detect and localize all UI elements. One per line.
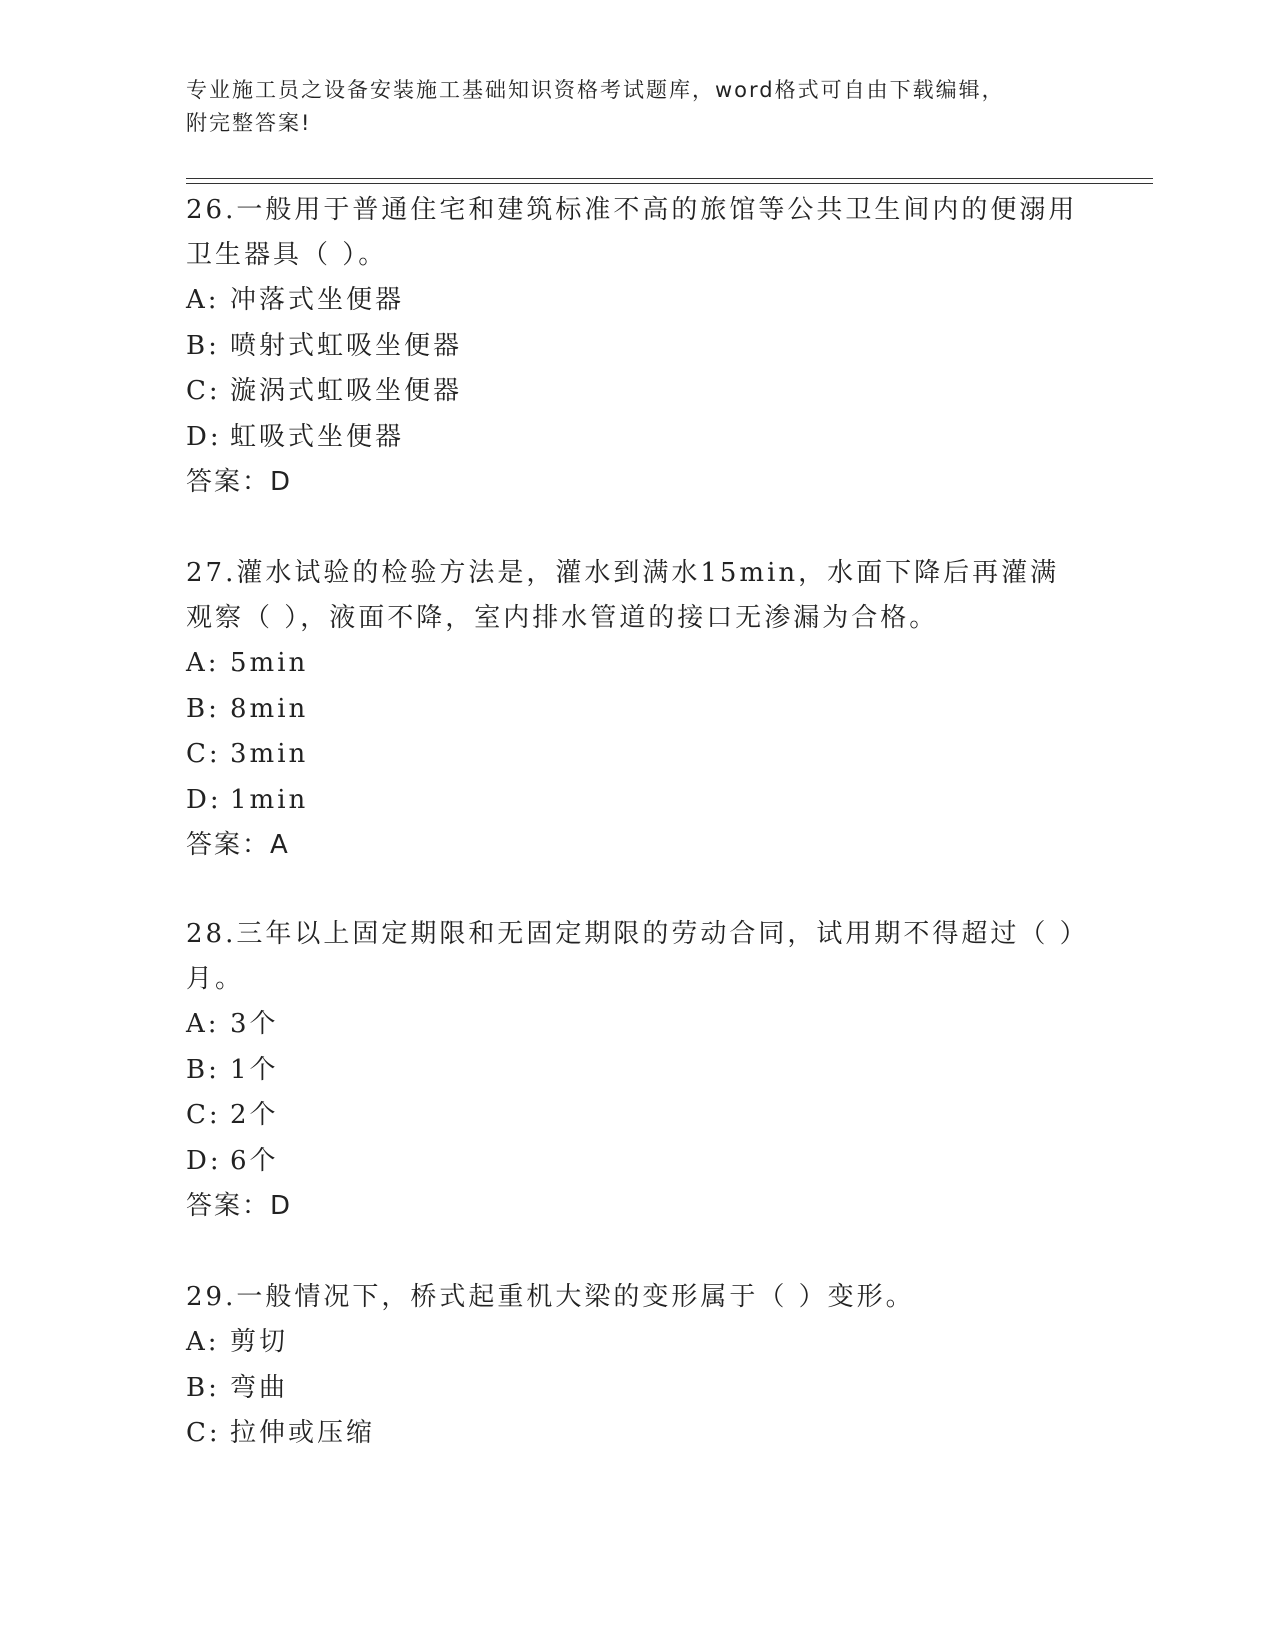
question-29 [186,1275,1086,1457]
option-letter: C: [186,739,221,769]
option-b [186,324,1086,370]
option-d [186,1139,1086,1185]
option-text: 弯曲 [230,1372,289,1403]
option-letter: B: [186,1054,220,1085]
option-letter: D: [186,784,222,815]
document-header [186,74,1066,140]
option-text: 喷射式虹吸坐便器 [230,330,463,361]
question-text: 28.三年以上固定期限和无固定期限的劳动合同，试用期不得超过（ ）月。 [186,919,1076,994]
option-a [186,1320,1086,1366]
option-letter: C: [186,1418,221,1448]
option-text: 3个 [230,1009,279,1039]
option-text: 3min [230,739,309,769]
option-text: 6个 [230,1145,279,1176]
option-d [186,778,1086,824]
option-letter: A: [186,285,220,315]
option-text: 漩涡式虹吸坐便器 [230,376,463,406]
header-line-1: 专业施工员之设备安装施工基础知识资格考试题库，word格式可自由下载编辑， [186,78,1005,102]
option-text: 1个 [230,1054,279,1085]
option-text: 冲落式坐便器 [230,285,405,315]
option-letter: B: [186,330,220,361]
question-text: 27.灌水试验的检验方法是，灌水到满水15min，水面下降后再灌满观察（ ），液面不降，室内排水管道的接口无渗漏为合格。 [186,558,1060,633]
question-28 [186,912,1086,1229]
option-c [186,369,1086,415]
option-letter: D: [186,421,222,452]
option-b [186,687,1086,733]
option-b [186,1048,1086,1094]
option-c [186,732,1086,778]
option-letter: B: [186,693,220,724]
option-b [186,1366,1086,1412]
question-text: 29.一般情况下，桥式起重机大梁的变形属于（ ）变形。 [186,1282,915,1312]
option-d [186,415,1086,461]
option-a [186,278,1086,324]
option-text: 剪切 [230,1327,289,1357]
option-text: 8min [230,693,309,724]
answer-line: 答案：D [186,1191,293,1221]
question-26 [186,188,1086,505]
answer-line: 答案：D [186,467,293,497]
header-divider-bottom [186,183,1153,184]
option-text: 5min [230,648,309,678]
option-a [186,1002,1086,1048]
option-letter: B: [186,1372,220,1403]
option-letter: C: [186,1100,221,1130]
option-letter: A: [186,1327,220,1357]
option-a [186,641,1086,687]
option-text: 2个 [230,1100,279,1130]
option-letter: D: [186,1145,222,1176]
option-letter: A: [186,1009,220,1039]
option-letter: C: [186,376,221,406]
question-text: 26.一般用于普通住宅和建筑标准不高的旅馆等公共卫生间内的便溺用卫生器具（ ）。 [186,195,1078,270]
option-c [186,1093,1086,1139]
header-divider-top [186,178,1153,179]
option-text: 拉伸或压缩 [230,1418,376,1448]
option-text: 虹吸式坐便器 [230,421,405,452]
option-text: 1min [230,784,309,815]
option-c [186,1411,1086,1457]
header-line-2: 附完整答案! [186,111,312,135]
option-letter: A: [186,648,220,678]
answer-line: 答案：A [186,830,290,860]
question-27 [186,551,1086,868]
